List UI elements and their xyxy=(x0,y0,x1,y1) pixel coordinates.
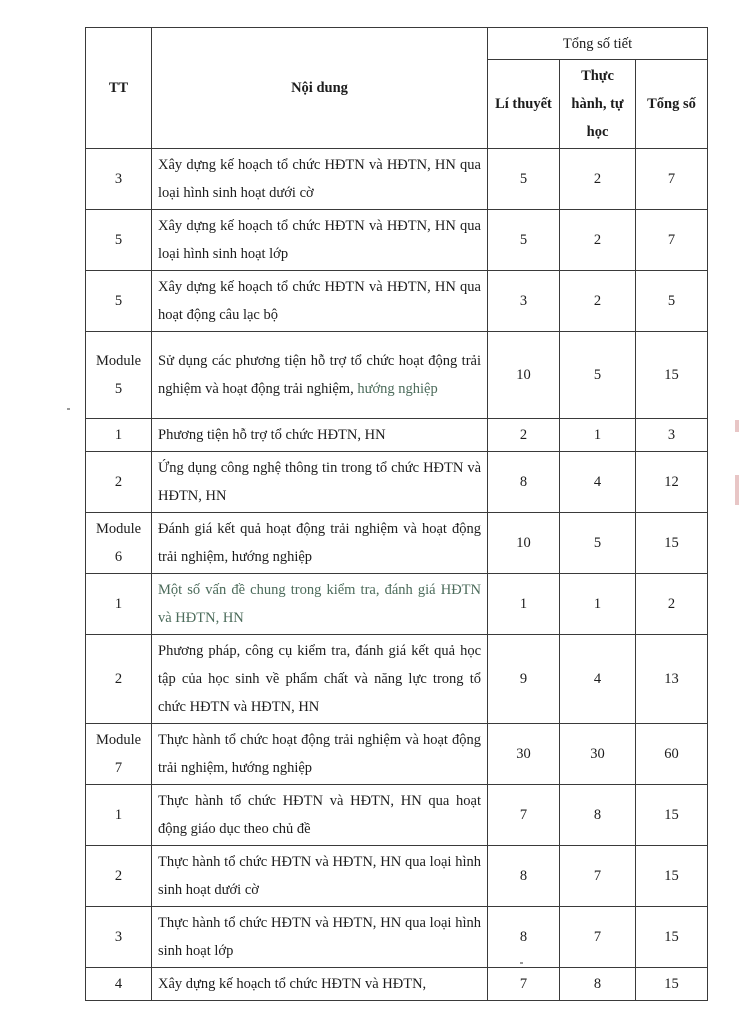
module-title xyxy=(152,332,488,419)
row-thuc-hanh: 1 xyxy=(560,419,636,452)
row-tt: 1 xyxy=(86,419,152,452)
module-thuc-hanh: 30 xyxy=(560,724,636,785)
table-row xyxy=(86,452,708,513)
row-tt: 1 xyxy=(86,574,152,635)
row-content: Xây dựng kế hoạch tổ chức HĐTN và HĐTN, xyxy=(152,968,488,1001)
scan-artifact xyxy=(520,962,523,964)
table-row xyxy=(86,635,708,724)
module-row xyxy=(86,513,708,574)
module-tong-so: 15 xyxy=(636,332,708,419)
row-thuc-hanh: 2 xyxy=(560,210,636,271)
row-tt: 4 xyxy=(86,968,152,1001)
row-li-thuyet: 8 xyxy=(488,452,560,513)
module-title-tail: hướng nghiệp xyxy=(357,381,438,397)
row-thuc-hanh: 8 xyxy=(560,785,636,846)
row-content: Ứng dụng công nghệ thông tin trong tổ chức HĐTN và HĐTN, HN xyxy=(152,452,488,513)
scan-artifact xyxy=(67,408,70,410)
row-content: Xây dựng kế hoạch tổ chức HĐTN và HĐTN, HN qua loại hình sinh hoạt lớp xyxy=(152,210,488,271)
module-label: Module 6 xyxy=(86,513,152,574)
module-tong-so: 15 xyxy=(636,513,708,574)
module-li-thuyet: 30 xyxy=(488,724,560,785)
row-li-thuyet: 3 xyxy=(488,271,560,332)
row-tong-so: 15 xyxy=(636,846,708,907)
header-li-thuyet: Lí thuyết xyxy=(488,60,560,149)
header-thuc-hanh: Thực hành, tự học xyxy=(560,60,636,149)
row-content: Thực hành tổ chức HĐTN và HĐTN, HN qua loại hình sinh hoạt dưới cờ xyxy=(152,846,488,907)
row-content: Thực hành tổ chức HĐTN và HĐTN, HN qua hoạt động giáo dục theo chủ đề xyxy=(152,785,488,846)
row-content: Phương tiện hỗ trợ tổ chức HĐTN, HN xyxy=(152,419,488,452)
row-content: Một số vấn đề chung trong kiểm tra, đánh giá HĐTN và HĐTN, HN xyxy=(152,574,488,635)
module-title: Thực hành tổ chức hoạt động trải nghiệm và hoạt động trải nghiệm, hướng nghiệp xyxy=(152,724,488,785)
row-li-thuyet: 5 xyxy=(488,149,560,210)
row-tt: 2 xyxy=(86,452,152,513)
row-thuc-hanh: 7 xyxy=(560,907,636,968)
module-li-thuyet: 10 xyxy=(488,513,560,574)
table-row xyxy=(86,271,708,332)
header-tt: TT xyxy=(86,28,152,149)
module-row xyxy=(86,724,708,785)
module-label: Module 5 xyxy=(86,332,152,419)
row-tong-so: 7 xyxy=(636,149,708,210)
module-thuc-hanh: 5 xyxy=(560,513,636,574)
row-tong-so: 2 xyxy=(636,574,708,635)
row-li-thuyet: 7 xyxy=(488,785,560,846)
module-title: Đánh giá kết quả hoạt động trải nghiệm và hoạt động trải nghiệm, hướng nghiệp xyxy=(152,513,488,574)
row-thuc-hanh: 2 xyxy=(560,149,636,210)
row-tong-so: 7 xyxy=(636,210,708,271)
row-thuc-hanh: 2 xyxy=(560,271,636,332)
row-tong-so: 3 xyxy=(636,419,708,452)
module-li-thuyet: 10 xyxy=(488,332,560,419)
module-label: Module 7 xyxy=(86,724,152,785)
row-content: Xây dựng kế hoạch tổ chức HĐTN và HĐTN, HN qua hoạt động câu lạc bộ xyxy=(152,271,488,332)
row-tt: 5 xyxy=(86,210,152,271)
row-tong-so: 5 xyxy=(636,271,708,332)
row-tong-so: 13 xyxy=(636,635,708,724)
header-tong-so-tiet: Tổng số tiết xyxy=(488,28,708,60)
table-row xyxy=(86,210,708,271)
row-tt: 2 xyxy=(86,846,152,907)
row-tt: 5 xyxy=(86,271,152,332)
row-content: Thực hành tổ chức HĐTN và HĐTN, HN qua loại hình sinh hoạt lớp xyxy=(152,907,488,968)
table-row xyxy=(86,846,708,907)
row-tt: 1 xyxy=(86,785,152,846)
table-row xyxy=(86,419,708,452)
row-tong-so: 15 xyxy=(636,968,708,1001)
module-tong-so: 60 xyxy=(636,724,708,785)
row-li-thuyet: 7 xyxy=(488,968,560,1001)
row-thuc-hanh: 4 xyxy=(560,635,636,724)
table-row xyxy=(86,785,708,846)
header-row-top xyxy=(86,28,708,60)
header-tong-so: Tổng số xyxy=(636,60,708,149)
scan-artifact xyxy=(735,475,739,505)
row-li-thuyet: 5 xyxy=(488,210,560,271)
row-content: Phương pháp, công cụ kiểm tra, đánh giá kết quả học tập của học sinh về phẩm chất và năng lực trong tổ chức HĐTN và HĐTN, HN xyxy=(152,635,488,724)
module-title-main: Sử dụng các phương tiện hỗ trợ tổ chức hoạt động trải nghiệm và hoạt động trải nghiệm, xyxy=(158,353,481,397)
row-tt: 2 xyxy=(86,635,152,724)
table-row xyxy=(86,574,708,635)
row-tt: 3 xyxy=(86,149,152,210)
scan-artifact xyxy=(735,420,739,432)
row-li-thuyet: 2 xyxy=(488,419,560,452)
row-tong-so: 15 xyxy=(636,785,708,846)
row-li-thuyet: 8 xyxy=(488,907,560,968)
row-tt: 3 xyxy=(86,907,152,968)
row-thuc-hanh: 7 xyxy=(560,846,636,907)
table-row xyxy=(86,907,708,968)
module-thuc-hanh: 5 xyxy=(560,332,636,419)
table-row xyxy=(86,968,708,1001)
row-tong-so: 12 xyxy=(636,452,708,513)
row-thuc-hanh: 1 xyxy=(560,574,636,635)
header-noi-dung: Nội dung xyxy=(152,28,488,149)
row-li-thuyet: 1 xyxy=(488,574,560,635)
row-li-thuyet: 9 xyxy=(488,635,560,724)
table-row xyxy=(86,149,708,210)
row-thuc-hanh: 8 xyxy=(560,968,636,1001)
row-tong-so: 15 xyxy=(636,907,708,968)
row-content: Xây dựng kế hoạch tổ chức HĐTN và HĐTN, HN qua loại hình sinh hoạt dưới cờ xyxy=(152,149,488,210)
module-row xyxy=(86,332,708,419)
row-thuc-hanh: 4 xyxy=(560,452,636,513)
training-plan-table xyxy=(85,27,708,1001)
row-li-thuyet: 8 xyxy=(488,846,560,907)
